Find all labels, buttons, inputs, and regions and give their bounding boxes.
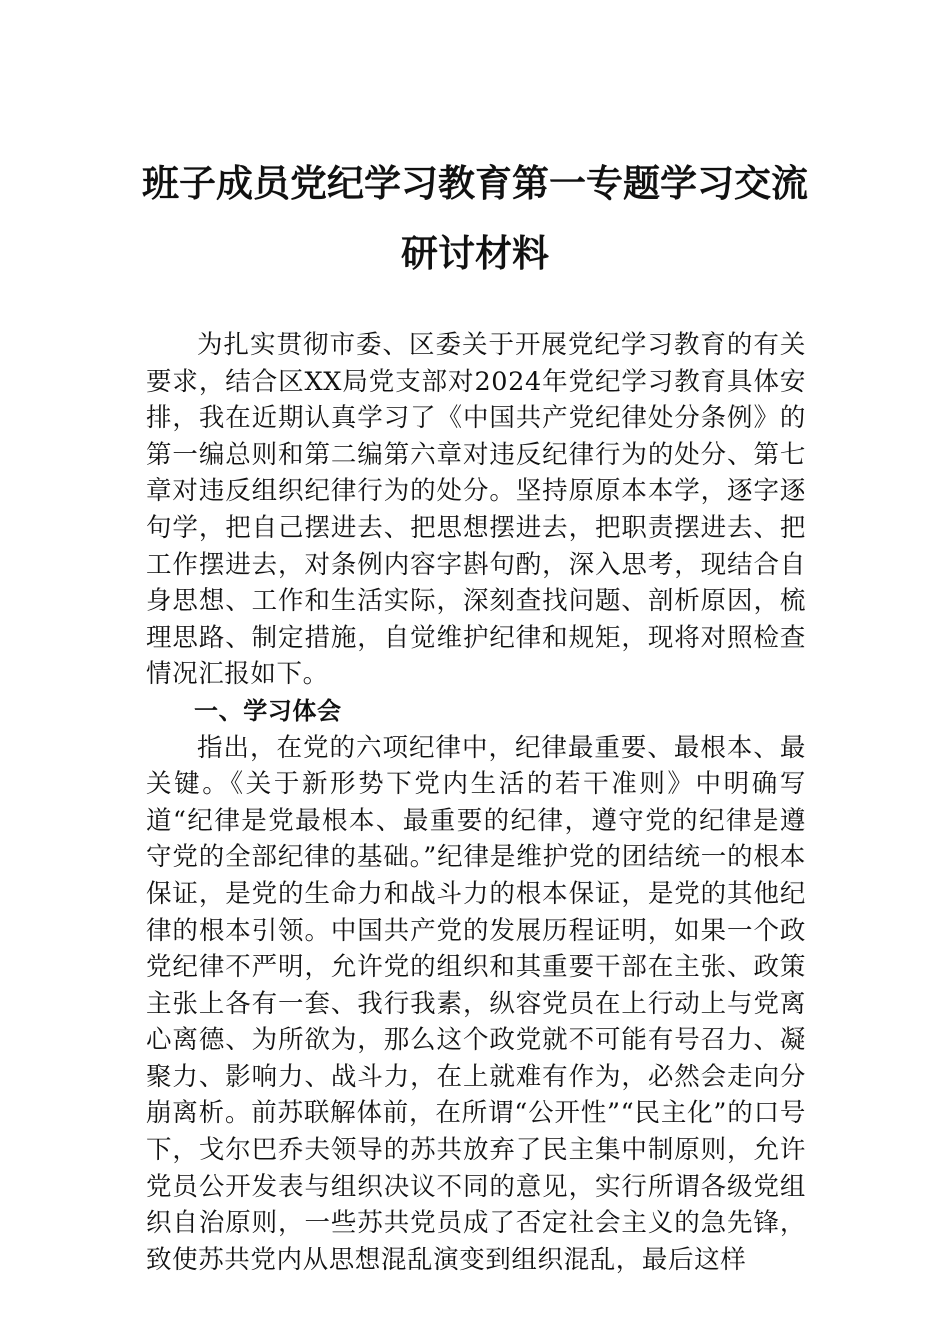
section-heading-study-experience: 一、学习体会	[194, 696, 342, 725]
intro-paragraph: 为扎实贯彻市委、区委关于开展党纪学习教育的有关要求，结合区XX局党支部对2024年党纪学习教育具体安排，我在近期认真学习了《中国共产党纪律处分条例》的第一编总则和第二编第六章对违反纪律行为的处分、第七章对违反组织纪律行为的处分。坚持原原本本学，逐字逐句学，把自己摆进去、把思想摆进去，把职责摆进去、把工作摆进去，对条例内容字斟句酌，深入思考，现结合自身思想、工作和生活实际，深刻查找问题、剖析原因，梳理思路、制定措施，自觉维护纪律和规矩，现将对照检查情况汇报如下。	[146, 330, 806, 690]
document-title-line1: 班子成员党纪学习教育第一专题学习交流	[142, 162, 808, 205]
document-body	[146, 327, 806, 1278]
section1-paragraph: 指出，在党的六项纪律中，纪律最重要、最根本、最关键。《关于新形势下党内生活的若干准则》中明确写道“纪律是党最根本、最重要的纪律，遵守党的纪律是遵守党的全部纪律的基础。”纪律是维护党的团结统一的根本保证，是党的生命力和战斗力的根本保证，是党的其他纪律的根本引领。中国共产党的发展历程证明，如果一个政党纪律不严明，允许党的组织和其重要干部在主张、政策主张上各有一套、我行我素，纵容党员在上行动上与党离心离德、为所欲为，那么这个政党就不可能有号召力、凝聚力、影响力、战斗力，在上就难有作为，必然会走向分崩离析。前苏联解体前，在所谓“公开性”“民主化”的口号下，戈尔巴乔夫领导的苏共放弃了民主集中制原则，允许党员公开发表与组织决议不同的意见，实行所谓各级党组织自治原则，一些苏共党员成了否定社会主义的急先锋，致使苏共党内从思想混乱演变到组织混乱，最后这样	[146, 732, 806, 1275]
document-title-line2: 研讨材料	[401, 232, 549, 275]
